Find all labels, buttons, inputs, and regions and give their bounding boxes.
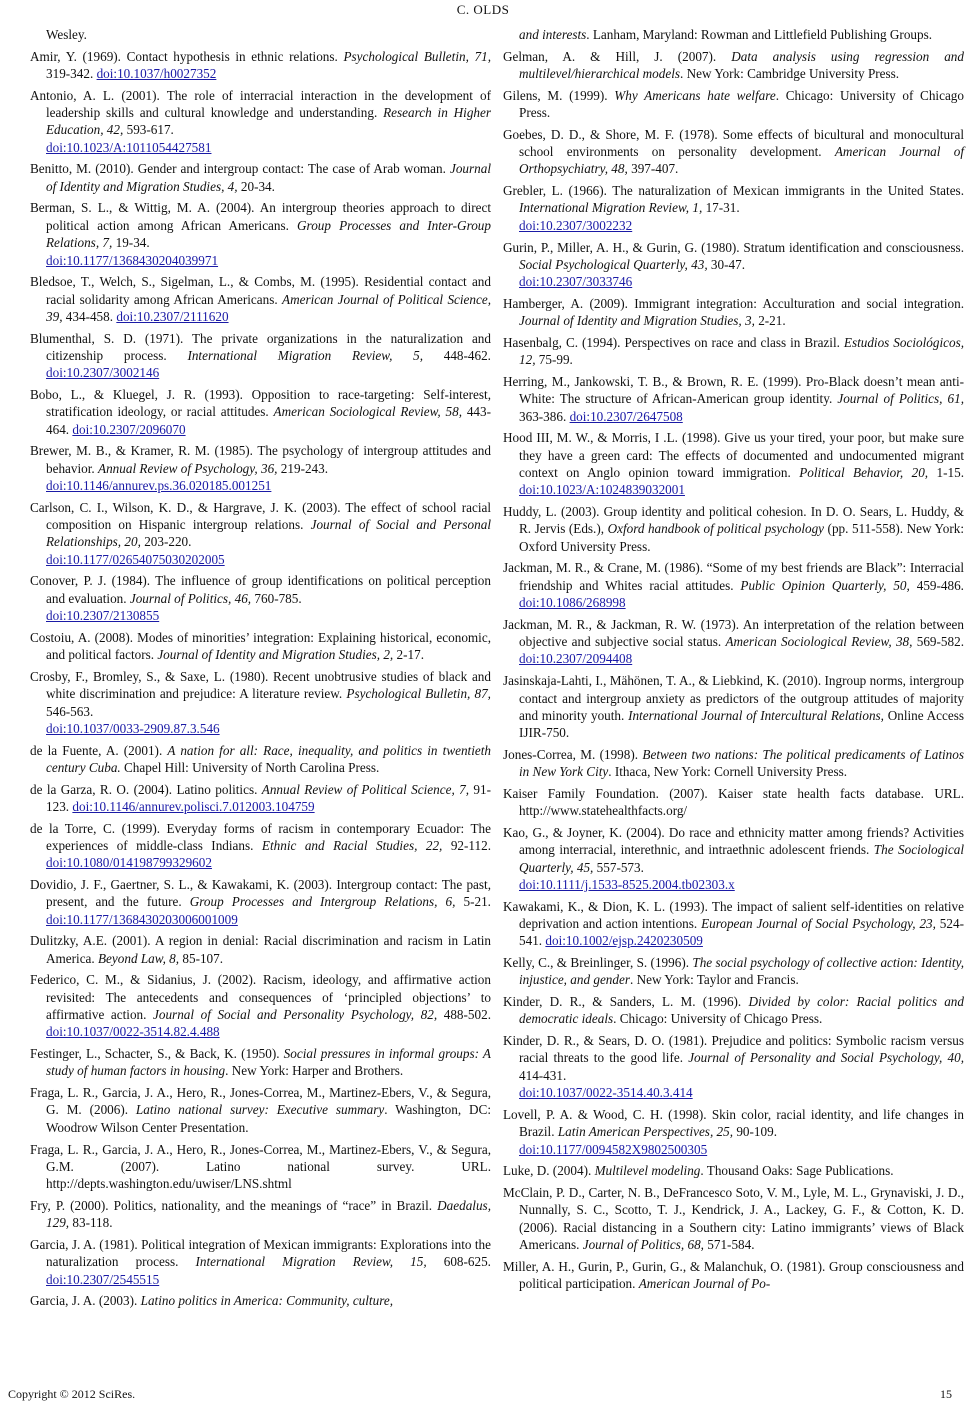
reference-entry [503, 785, 964, 820]
reference-entry [30, 781, 491, 816]
reference-authors-title: Bobo, L., & Kluegel, J. R. (1993). Opposition to race-targeting: Self-interest, stratification ideology, or racial attitudes. [30, 386, 491, 420]
doi-link[interactable]: doi:10.1037/0022-3514.82.4.488 [46, 1024, 220, 1040]
reference-entry [503, 295, 964, 330]
reference-pages: 414-431. [519, 1067, 567, 1083]
reference-entry [503, 373, 964, 425]
doi-link[interactable]: doi:10.1177/02654075030202005 [46, 551, 225, 567]
reference-pages: . Chicago: University of Chicago Press. [613, 1011, 823, 1027]
reference-source: American Sociological Review, 38, [725, 634, 913, 650]
doi-link[interactable]: doi:10.1023/A:1011054427581 [46, 139, 212, 155]
doi-link[interactable]: doi:10.1177/0094582X9802500305 [519, 1141, 708, 1157]
reference-pages: 91-123. [46, 781, 491, 814]
reference-source: American Journal of Political Science, 39, [46, 291, 492, 324]
reference-pages: 569-582. [912, 634, 964, 650]
reference-entry [503, 1162, 964, 1179]
doi-link[interactable]: doi:10.1086/268998 [519, 595, 626, 611]
reference-pages: (pp. 511-558). New York: Oxford University Press. [519, 521, 964, 554]
reference-entry [503, 1258, 964, 1293]
reference-pages: 546-563. [46, 703, 94, 719]
reference-authors-title: Brewer, M. B., & Kramer, R. M. (1985). The psychology of intergroup attitudes and behavior. [30, 443, 491, 476]
reference-entry [30, 971, 491, 1040]
reference-pages: 760-785. [251, 590, 302, 606]
reference-source: Journal of Politics, 46, [129, 590, 252, 606]
reference-entry [30, 1045, 491, 1080]
reference-source: Journal of Politics, 61, [837, 391, 964, 407]
reference-pages: 75-99. [535, 352, 573, 368]
reference-text: Wesley. [46, 27, 87, 42]
reference-authors-title: Huddy, L. (2003). Group identity and political cohesion. In D. O. Sears, L. Huddy, & R. Jervis (Eds.), [503, 504, 964, 537]
doi-link[interactable]: doi:10.2307/2545515 [46, 1271, 160, 1287]
reference-source: International Migration Review, 15, [195, 1254, 427, 1270]
reference-entry [30, 160, 491, 195]
reference-authors-title: Kinder, D. R., & Sanders, L. M. (1996). [503, 994, 749, 1010]
reference-entry [503, 1106, 964, 1158]
copyright-footer: Copyright © 2012 SciRes. [8, 1387, 136, 1401]
reference-pages: 83-118. [69, 1215, 113, 1231]
reference-source: American Journal of Orthopsychiatry, 48, [519, 144, 964, 177]
reference-authors-title: Kinder, D. R., & Sears, D. O. (1981). Prejudice and politics: Symbolic racism versus racial threats to the good life. [503, 1033, 964, 1066]
reference-authors-title: Fraga, L. R., Garcia, J. A., Hero, R., Jones-Correa, M., Martinez-Ebers, V., & Segura, G.M. (2007). Latino national survey. URL. http://depts.washington.edu/uwiser/LNS.shtml [30, 1141, 491, 1192]
reference-pages: . Chicago: University of Chicago Press. [519, 87, 964, 121]
reference-entry [30, 1292, 491, 1309]
reference-source: The Sociological Quarterly, 45, [519, 842, 964, 875]
reference-entry [503, 334, 964, 369]
reference-entry [30, 87, 491, 156]
doi-link[interactable]: doi:10.2307/2111620 [116, 308, 229, 324]
reference-source: Political Behavior, 20, [799, 465, 929, 480]
reference-authors-title: Berman, S. L., & Wittig, M. A. (2004). An intergroup theories approach to direct political action among African Americans. [30, 200, 491, 233]
reference-entry [503, 26, 964, 43]
reference-source: Social pressures in informal groups: A study of human factors in housing [46, 1046, 491, 1079]
reference-authors-title: Fraga, L. R., Garcia, J. A., Hero, R., Jones-Correa, M., Martinez-Ebers, V., & Segura, G. M. (2006). [30, 1085, 491, 1118]
reference-pages: 557-573. [593, 859, 644, 875]
reference-entry [503, 182, 964, 234]
reference-source: Group Processes and Intergroup Relations, 6, [189, 894, 456, 910]
doi-link[interactable]: doi:10.1080/014198799329602 [46, 855, 212, 871]
reference-authors-title: de la Torre, C. (1999). Everyday forms of racism in contemporary Ecuador: The experiences of middle-class Indians. [30, 820, 491, 853]
reference-entry [30, 273, 491, 325]
reference-pages: 459-486. [909, 577, 964, 593]
reference-source: Latino national survey: Executive summary [135, 1102, 385, 1118]
doi-link[interactable]: doi:10.1023/A:1024839032001 [519, 482, 685, 498]
reference-entry [503, 503, 964, 555]
reference-authors-title: Lovell, P. A. & Wood, C. H. (1998). Skin color, racial identity, and life changes in Brazil. [503, 1106, 964, 1140]
reference-entry [503, 672, 964, 741]
reference-source: Journal of Identity and Migration Studies, 2, [157, 647, 394, 663]
reference-entry [503, 824, 964, 893]
reference-source: Social Psychological Quarterly, 43, [519, 256, 708, 272]
reference-source: Journal of Identity and Migration Studies, 3, [519, 313, 755, 329]
reference-pages: . New York: Taylor and Francis. [629, 972, 799, 988]
page-number: 15 [940, 1387, 952, 1401]
reference-entry [30, 26, 491, 43]
reference-entry [30, 932, 491, 967]
reference-entry [503, 559, 964, 611]
doi-link[interactable]: doi:10.1037/0022-3514.40.3.414 [519, 1085, 693, 1101]
reference-entry [30, 876, 491, 928]
reference-source: International Journal of Intercultural Relations, [628, 707, 884, 723]
reference-entry [503, 746, 964, 781]
reference-authors-title: Miller, A. H., Gurin, P., Gurin, G., & Malanchuk, O. (1981). Group consciousness and political participation. [503, 1258, 964, 1291]
reference-entry [503, 429, 964, 498]
reference-authors-title: Herring, M., Jankowski, T. B., & Brown, R. E. (1999). Pro-Black doesn’t mean anti-White: The structure of African-American group identity. [503, 373, 964, 407]
reference-source: The social psychology of collective action: Identity, injustice, and gender [519, 955, 964, 988]
reference-authors-title: Hamberger, A. (2009). Immigrant integration: Acculturation and social integration. [503, 295, 964, 311]
reference-authors-title: Dulitzky, A.E. (2001). A region in denial: Racial discrimination and racism in Latin America. [30, 933, 491, 966]
running-header: C. OLDS [456, 2, 510, 17]
reference-pages: 19-34. [112, 235, 150, 251]
reference-source: Data analysis using regression and multilevel/hierarchical models [519, 48, 964, 82]
doi-link[interactable]: doi:10.2307/3002232 [519, 217, 633, 233]
reference-entry [30, 572, 491, 624]
reference-authors-title: Kawakami, K., & Dion, K. L. (1993). The impact of salient self-identities on relative deprivation and action intentions. [503, 898, 964, 931]
reference-pages: 90-109. [733, 1124, 777, 1140]
reference-source: Beyond Law, 8, [98, 950, 180, 966]
reference-authors-title: de la Garza, R. O. (2004). Latino politics. [30, 781, 262, 797]
reference-entry [30, 199, 491, 268]
reference-pages: 363-386. [519, 408, 570, 424]
reference-source: International Migration Review, 1, [519, 200, 703, 216]
reference-authors-title: Kao, G., & Joyner, K. (2004). Do race and ethnicity matter among friends? Activities among interracial, interethnic, and intraethnic adolescent friends. [503, 824, 964, 858]
references-right-column [503, 26, 964, 1297]
reference-source: European Journal of Social Psychology, 23, [701, 916, 936, 931]
reference-authors-title: Blumenthal, S. D. (1971). The private organizations in the naturalization and citizenship process. [30, 330, 491, 363]
reference-authors-title: Antonio, A. L. (2001). The role of interracial interaction in the development of leadership skills and cultural knowledge and understanding. [30, 87, 491, 121]
reference-entry [503, 1184, 964, 1253]
reference-entry [30, 820, 491, 872]
reference-entry [30, 629, 491, 664]
reference-pages: Chapel Hill: University of North Carolina Press. [120, 759, 380, 775]
reference-entry [30, 742, 491, 777]
reference-source: Research in Higher Education, 42, [46, 105, 491, 138]
reference-authors-title: Carlson, C. I., Wilson, K. D., & Hargrave, J. K. (2003). The effect of school racial composition on Hispanic intergroup relations. [30, 499, 491, 533]
reference-pages: 434-458. [62, 308, 117, 324]
reference-authors-title: Hasenbalg, C. (1994). Perspectives on race and class in Brazil. [503, 334, 844, 350]
reference-authors-title: Hood III, M. W., & Morris, I .L. (1998). Give us your tired, your poor, but make sure they have a green card: The effects of documented and undocumented migrant context on Anglo opinion toward immigration. [503, 430, 964, 480]
reference-authors-title: Festinger, L., Schacter, S., & Back, K. (1950). [30, 1046, 284, 1062]
reference-source: Why Americans hate welfare [614, 87, 776, 103]
reference-authors-title: Luke, D. (2004). [503, 1163, 595, 1179]
doi-link[interactable]: doi:10.2307/2094408 [519, 651, 633, 667]
reference-source: American Sociological Review, 58, [273, 404, 463, 420]
doi-link[interactable]: doi:10.1177/1368430204039971 [46, 252, 219, 268]
reference-authors-title: Kaiser Family Foundation. (2007). Kaiser state health facts database. URL. http://www.statehealthfacts.org/ [503, 785, 964, 819]
reference-authors-title: Jasinskaja-Lahti, I., Mähönen, T. A., & Liebkind, K. (2010). Ingroup norms, intergroup contact and intergroup anxiety as predictors of the outgroup attitudes of majority and minority youth. [503, 673, 964, 723]
reference-source: Multilevel modeling [594, 1163, 701, 1179]
reference-entry [503, 87, 964, 122]
reference-authors-title: Gelman, A. & Hill, J. (2007). [503, 48, 732, 64]
reference-authors-title: McClain, P. D., Carter, N. B., DeFrancesco Soto, V. M., Lyle, M. L., Grynaviski, J. D., Nunnally, S. C., Scotto, T. J., Kendrick, J. A., Lackey, G. F., & Cotton, K. D. (2006). Racial distancing in a Southern city: Latino immigrants’ views of Black Americans. [503, 1184, 964, 1252]
reference-entry [503, 898, 964, 950]
reference-entry [503, 48, 964, 83]
reference-entry [30, 1236, 491, 1288]
reference-source: Journal of Personality and Social Psychology, 40, [688, 1050, 964, 1066]
reference-entry [503, 239, 964, 291]
reference-source: Journal of Social and Personality Psychology, 82, [153, 1007, 438, 1023]
reference-pages: 203-220. [140, 534, 192, 550]
reference-entry [30, 1197, 491, 1232]
reference-pages: 30-47. [707, 256, 745, 272]
reference-entry [30, 1084, 491, 1136]
reference-source: Divided by color: Racial politics and democratic ideals [519, 994, 964, 1027]
reference-source: and interests [519, 27, 587, 42]
doi-link[interactable]: doi:10.1002/ejsp.2420230509 [545, 933, 703, 949]
reference-pages: 608-625. [426, 1254, 491, 1270]
reference-source: Psychological Bulletin, 71, [343, 48, 491, 64]
reference-pages: 20-34. [237, 178, 275, 194]
reference-authors-title: Gilens, M. (1999). [503, 87, 615, 103]
reference-source: Psychological Bulletin, 87, [346, 686, 491, 702]
reference-authors-title: Grebler, L. (1966). The naturalization of Mexican immigrants in the United States. [503, 183, 964, 199]
reference-source: Journal of Politics, 68, [582, 1236, 704, 1252]
reference-authors-title: Crosby, F., Bromley, S., & Saxe, L. (1980). Recent unobtrusive studies of black and white discrimination and prejudice: A literature review. [30, 668, 491, 702]
reference-pages: 5-21. [455, 894, 491, 910]
reference-entry [30, 442, 491, 494]
reference-entry [30, 330, 491, 382]
reference-pages: 319-342. [46, 66, 97, 82]
reference-authors-title: Jackman, M. R., & Crane, M. (1986). “Some of my best friends are Black”: Interracial friendship and Whites racial attitudes. [503, 560, 964, 593]
reference-pages: . New York: Harper and Brothers. [225, 1063, 404, 1079]
reference-authors-title: Federico, C. M., & Sidanius, J. (2002). Racism, ideology, and affirmative action revisited: The antecedents and consequences of ‘principled objections’ to affirmative action. [30, 972, 491, 1023]
reference-pages: 488-502. [437, 1007, 491, 1023]
reference-entry [503, 1032, 964, 1101]
reference-authors-title: Gurin, P., Miller, A. H., & Gurin, G. (1980). Stratum identification and consciousness. [503, 239, 964, 255]
reference-pages: . Washington, DC: Woodrow Wilson Center Presentation. [46, 1102, 491, 1135]
reference-authors-title: Bledsoe, T., Welch, S., Sigelman, L., & Combs, M. (1995). Residential contact and racial solidarity among African Americans. [30, 274, 491, 307]
reference-pages: 397-407. [627, 161, 679, 177]
reference-pages: . New York: Cambridge University Press. [680, 66, 900, 82]
reference-authors-title: Costoiu, A. (2008). Modes of minorities’ integration: Explaining historical, economic, and political factors. [30, 629, 491, 663]
reference-authors-title: Goebes, D. D., & Shore, M. F. (1978). Some effects of bicultural and monocultural school environments on personality development. [503, 126, 964, 160]
reference-entry [30, 668, 491, 737]
reference-authors-title: Jones-Correa, M. (1998). [503, 746, 643, 762]
reference-source: Public Opinion Quarterly, 50, [740, 577, 910, 593]
doi-link[interactable]: doi:10.1146/annurev.polisci.7.012003.104759 [72, 798, 315, 814]
reference-source: American Journal of Po- [638, 1275, 771, 1291]
reference-pages: 2-17. [393, 647, 424, 663]
reference-authors-title: Amir, Y. (1969). Contact hypothesis in ethnic relations. [30, 48, 344, 64]
reference-source: Oxford handbook of political psychology [607, 521, 825, 537]
reference-pages: 443-464. [46, 404, 491, 437]
reference-pages: Online Access IJIR-750. [519, 707, 964, 741]
reference-source: International Migration Review, 5, [187, 347, 423, 363]
reference-entry [30, 48, 491, 83]
reference-entry [503, 616, 964, 668]
doi-link[interactable]: doi:10.2307/3033746 [519, 274, 633, 290]
doi-link[interactable]: doi:10.1037/0033-2909.87.3.546 [46, 720, 220, 736]
reference-pages: 571-584. [703, 1236, 755, 1252]
references-left-column [30, 26, 491, 1314]
reference-entry [503, 993, 964, 1028]
reference-pages: 2-21. [754, 313, 786, 329]
reference-pages: 85-107. [179, 950, 224, 966]
doi-link[interactable]: doi:10.2307/2130855 [46, 608, 160, 624]
reference-source: A nation for all: Race, inequality, and politics in twentieth century Cuba. [46, 742, 491, 775]
reference-authors-title: Kelly, C., & Breinlinger, S. (1996). [503, 955, 693, 971]
reference-entry [503, 126, 964, 178]
reference-source: Daedalus, 129, [46, 1197, 491, 1231]
reference-source: Estudios Sociológicos, 12, [519, 334, 964, 368]
reference-entry [30, 386, 491, 438]
doi-link[interactable]: doi:10.2307/3002146 [46, 365, 160, 381]
doi-link[interactable]: doi:10.2307/2647508 [569, 408, 683, 424]
reference-pages: . Ithaca, New York: Cornell University Press. [608, 764, 848, 780]
reference-source: Annual Review of Political Science, 7, [261, 781, 470, 797]
reference-authors-title: Conover, P. J. (1984). The influence of group identifications on political perception and evaluation. [30, 573, 491, 606]
reference-pages: 219-243. [277, 460, 329, 476]
reference-source: Between two nations: The political predicaments of Latinos in New York City [519, 746, 964, 780]
reference-entry [30, 499, 491, 568]
reference-source: Journal of Social and Personal Relationships, 20, [46, 517, 491, 550]
reference-source: Group Processes and Inter-Group Relations, 7, [46, 217, 491, 251]
doi-link[interactable]: doi:10.2307/2096070 [72, 421, 186, 437]
reference-authors-title: Benitto, M. (2010). Gender and intergroup contact: The case of Arab woman. [30, 161, 450, 177]
reference-pages: 17-31. [702, 200, 740, 216]
reference-source: Ethnic and Racial Studies, 22, [261, 837, 443, 853]
reference-pages: . Lanham, Maryland: Rowman and Littlefield Publishing Groups. [586, 27, 933, 42]
reference-entry [503, 954, 964, 989]
doi-link[interactable]: doi:10.1146/annurev.ps.36.020185.001251 [46, 478, 272, 493]
reference-source: Journal of Identity and Migration Studies, 4, [46, 161, 491, 194]
reference-source: Latino politics in America: Community, culture, [140, 1293, 393, 1309]
reference-entry [30, 1141, 491, 1193]
reference-authors-title: Garcia, J. A. (1981). Political integration of Mexican immigrants: Explorations into the naturalization process. [30, 1236, 491, 1270]
reference-pages: 92-112. [442, 837, 491, 853]
reference-pages: 1-15. [928, 465, 964, 480]
reference-authors-title: Fry, P. (2000). Politics, nationality, and the meanings of “race” in Brazil. [30, 1197, 438, 1213]
reference-pages: 524-541. [519, 916, 964, 949]
reference-pages: 448-462. [423, 347, 491, 363]
reference-authors-title: Garcia, J. A. (2003). [30, 1293, 141, 1309]
reference-pages: . Thousand Oaks: Sage Publications. [700, 1163, 894, 1179]
reference-authors-title: Jackman, M. R., & Jackman, R. W. (1973). An interpretation of the relation between objective and subjective social status. [503, 616, 964, 650]
doi-link[interactable]: doi:10.1111/j.1533-8525.2004.tb02303.x [519, 876, 735, 892]
reference-authors-title: de la Fuente, A. (2001). [30, 742, 168, 758]
doi-link[interactable]: doi:10.1177/1368430203006001009 [46, 911, 238, 927]
reference-source: Annual Review of Psychology, 36, [98, 460, 278, 476]
reference-authors-title: Dovidio, J. F., Gaertner, S. L., & Kawakami, K. (2003). Intergroup contact: The past, present, and the future. [30, 876, 491, 910]
reference-source: Latin American Perspectives, 25, [557, 1124, 734, 1140]
reference-pages: 593-617. [123, 122, 174, 138]
doi-link[interactable]: doi:10.1037/h0027352 [96, 66, 217, 82]
